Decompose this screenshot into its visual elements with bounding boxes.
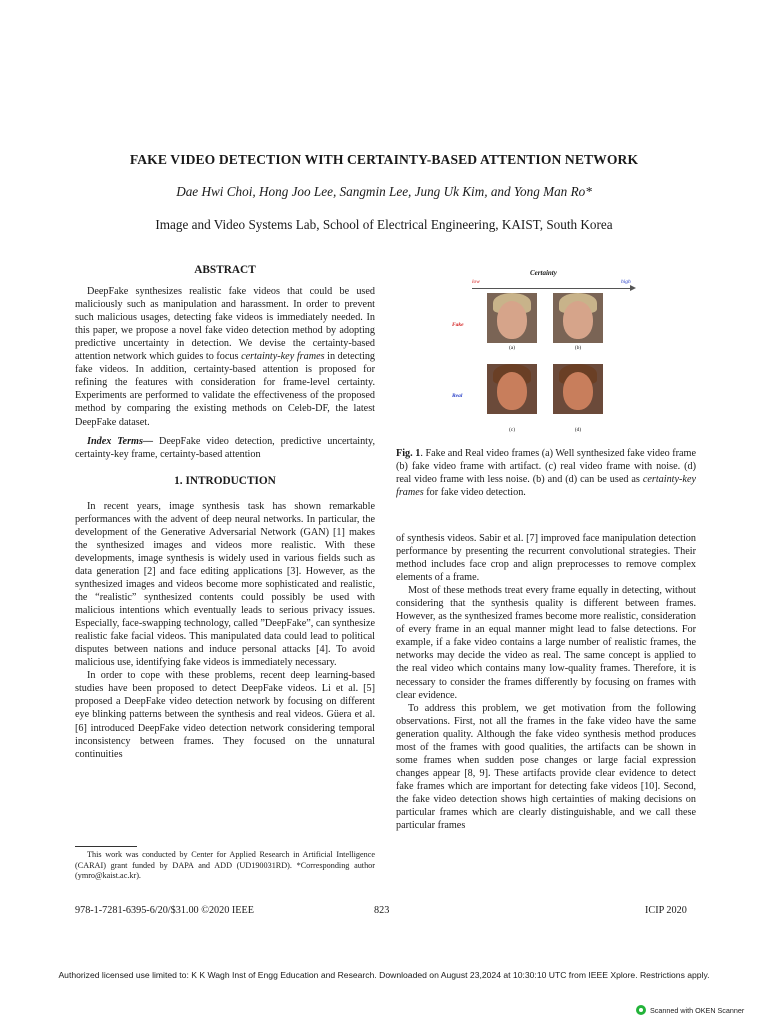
figure-caption bbox=[396, 447, 696, 499]
right-column bbox=[396, 532, 696, 832]
figure-caption-emphasis: certainty-key frames bbox=[396, 474, 696, 499]
abstract-text bbox=[75, 285, 375, 429]
index-terms-label: Index Terms— bbox=[87, 435, 154, 447]
fake-frame-a-image bbox=[487, 293, 537, 343]
figure-caption-b: for fake video detection. bbox=[423, 487, 526, 499]
real-row-label: Real bbox=[452, 393, 463, 399]
real-frame-c-image bbox=[487, 364, 537, 414]
subfig-a-label: (a) bbox=[508, 345, 516, 351]
subfig-c-label: (c) bbox=[508, 427, 516, 433]
footer-page-number: 823 bbox=[374, 905, 390, 916]
footnote bbox=[75, 850, 375, 882]
right-paragraph-1: of synthesis videos. Sabir et al. [7] improved face manipulation detection performance by presenting the recurrent convolutional strategies. Their method includes face crop and align preprocesses to remove complex elements of a frame. bbox=[396, 533, 696, 584]
intro-paragraph-2: In order to cope with these problems, recent deep learning-based studies have been proposed to detect DeepFake videos. Li et al. [5] proposed a DeepFake video detection network by focusing on different eye blinking patterns between the synthesis and real videos. Güera et al. [6] introduced DeepFake video detection network considering temporal inconsistency between frames. They focused on the unnatural continuities bbox=[75, 670, 375, 760]
abstract-text-b: in detecting fake videos. In addition, certainty-based attention is proposed for refining the features with consideration for frame-level certainty. Experiments are performed to validate the effectiveness of the proposed method by comparing the existing methods on Celeb-DF, the latest DeepFake dataset. bbox=[75, 351, 376, 428]
index-terms-text: DeepFake video detection, predictive uncertainty, certainty-key frame, certainty-based attention bbox=[75, 435, 375, 460]
footnote-divider bbox=[75, 846, 137, 847]
figure-caption-label: Fig. 1 bbox=[396, 448, 421, 459]
intro-paragraph-1: In recent years, image synthesis task has shown remarkable performances with the advent of deep neural networks. In particular, the development of the Generative Adversarial Network (GAN) [1] makes the synthesized images and videos more realistic. With these developments, image synthesis is widely used in various fields such as data generation [2] and face editing applications [3]. However, as the synthesized images and videos become more sophisticated and realistic, the “realistic” synthesized contents could possibly be used with malicious intentions which eventually leads to serious privacy issues. Especially, face-swapping technology, called ”DeepFake”, can synthesize realistic fake facial videos. This manipulated data could lead to political disputes between nations and induce personal attacks [4]. To avoid malicious use, identifying fake videos is immediately necessary. bbox=[75, 500, 375, 669]
footnote-text: This work was conducted by Center for Applied Research in Artificial Intelligence (CARAI) grant funded by DAPA and ADD (UD190031RD). *Corresponding author (ymro@kaist.ac.kr). bbox=[75, 850, 375, 880]
certainty-low-label: low bbox=[472, 279, 480, 285]
left-column bbox=[75, 264, 375, 761]
intro-heading: 1. INTRODUCTION bbox=[174, 474, 276, 487]
license-notice: Authorized licensed use limited to: K K Wagh Inst of Engg Education and Research. Downloaded on August 23,2024 at 10:30:10 UTC from IEEE Xplore. Restrictions apply. bbox=[58, 970, 710, 980]
right-paragraph-2: Most of these methods treat every frame equally in detecting, without considering that the synthesis quality is different between frames. However, as the synthesized frames become more realistic, consideration of every frame in an equal manner might lead to false detections. For example, if a fake video contains a large number of realistic frames, the networks may decide the video as real. The same concept is applied to the real video which contains many low-quality frames. Therefore, it is necessary to consider the frames differently by focusing on frames with clear evidence. bbox=[396, 585, 696, 701]
figure-1 bbox=[450, 266, 650, 444]
fake-row-label: Fake bbox=[452, 322, 464, 328]
right-paragraph-3: To address this problem, we get motivation from the following observations. First, not all the frames in the fake video have the same generation quality. Although the fake video synthesis method produces most of the frames with good qualities, the artifacts can be shown in some frames when sudden pose changes or large facial expression changes appear [8, 9]. These artifacts provide clear evidence to detect fake frames which are important for detecting fake videos [10]. Second, the fake video detection shows high certainties of making decisions on particular frames which are clearly distinguishable, and we call these particular frames bbox=[396, 702, 696, 832]
paper-affiliation: Image and Video Systems Lab, School of Electrical Engineering, KAIST, South Korea bbox=[155, 217, 613, 232]
certainty-arrow bbox=[472, 288, 632, 289]
real-frame-d-image bbox=[553, 364, 603, 414]
paper-title: FAKE VIDEO DETECTION WITH CERTAINTY-BASED ATTENTION NETWORK bbox=[129, 152, 639, 167]
subfig-b-label: (b) bbox=[574, 345, 582, 351]
abstract-emphasis: certainty-key frames bbox=[241, 351, 325, 363]
certainty-label: Certainty bbox=[530, 269, 557, 277]
abstract-heading: ABSTRACT bbox=[194, 264, 256, 276]
scanner-text: Scanned with OKEN Scanner bbox=[650, 1006, 745, 1015]
scanner-watermark bbox=[650, 1006, 744, 1015]
scanner-logo-icon bbox=[636, 1005, 646, 1015]
subfig-d-label: (d) bbox=[574, 427, 582, 433]
certainty-arrow-head bbox=[630, 285, 636, 291]
index-terms bbox=[75, 435, 375, 461]
certainty-high-label: high bbox=[621, 279, 631, 285]
footer-conference: ICIP 2020 bbox=[645, 905, 687, 916]
fake-frame-b-image bbox=[553, 293, 603, 343]
footer-isbn: 978-1-7281-6395-6/20/$31.00 ©2020 IEEE bbox=[75, 905, 254, 916]
paper-authors: Dae Hwi Choi, Hong Joo Lee, Sangmin Lee, Jung Uk Kim, and Yong Man Ro* bbox=[176, 184, 592, 199]
figure-caption-a: . Fake and Real video frames (a) Well synthesized fake video frame (b) fake video frame with artifact. (c) real video frame with noise. (d) real video frame with less noise. (b) and (d) can be used as bbox=[396, 448, 696, 486]
abstract-text-a: DeepFake synthesizes realistic fake videos that could be used maliciously such as manipulation and harassment. In order to prevent such malicious usages, detecting fake videos is immediately needed. In this paper, we propose a novel fake video detection method by adopting predictive uncertainty in detection. We devise the certainty-based attention network which guides to focus bbox=[75, 286, 375, 363]
figure-caption-text bbox=[396, 447, 696, 499]
